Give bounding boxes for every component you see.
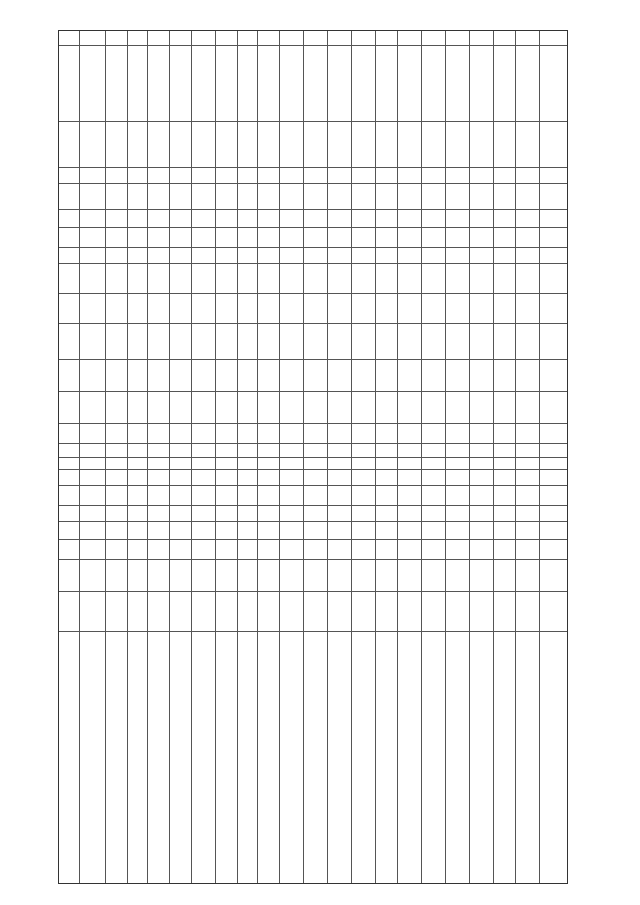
table-row-rule (515, 31, 516, 883)
table-row-rule (421, 31, 422, 883)
table-column-rule (59, 485, 567, 486)
table-row-rule (327, 31, 328, 883)
table-column-rule (59, 539, 567, 540)
table-row-rule (127, 31, 128, 883)
table-row-rule (257, 31, 258, 883)
table-column-rule (59, 391, 567, 392)
table-row-rule (105, 31, 106, 883)
table-column-rule (59, 469, 567, 470)
table-row-rule (147, 31, 148, 883)
table-column-rule (59, 559, 567, 560)
table-column-rule (59, 209, 567, 210)
table-row-rule (445, 31, 446, 883)
table-column-rule (59, 183, 567, 184)
table-row-rule (169, 31, 170, 883)
table-row-rule (397, 31, 398, 883)
table-row-rule (215, 31, 216, 883)
table-row-rule (375, 31, 376, 883)
table-column-rule (59, 167, 567, 168)
table-column-rule (59, 505, 567, 506)
table-column-rule (59, 443, 567, 444)
table-column-rule (59, 247, 567, 248)
table-column-rule (59, 359, 567, 360)
table-column-rule (59, 457, 567, 458)
table-row-rule (351, 31, 352, 883)
table-row-rule (237, 31, 238, 883)
table-row-rule (539, 31, 540, 883)
table-row-rule (493, 31, 494, 883)
table-column-rule (59, 631, 567, 632)
table-column-rule (59, 263, 567, 264)
table-column-rule (59, 121, 567, 122)
table-column-rule (59, 323, 567, 324)
table-column-rule (59, 293, 567, 294)
table-row-rule (279, 31, 280, 883)
table-column-rule (59, 227, 567, 228)
table-column-rule (59, 591, 567, 592)
table-row-rule (191, 31, 192, 883)
table-row-rule (303, 31, 304, 883)
table-column-rule (59, 423, 567, 424)
registry-table (58, 30, 568, 884)
table-row-rule (79, 31, 80, 883)
table-column-rule (59, 45, 567, 46)
table-column-rule (59, 521, 567, 522)
table-row-rule (469, 31, 470, 883)
